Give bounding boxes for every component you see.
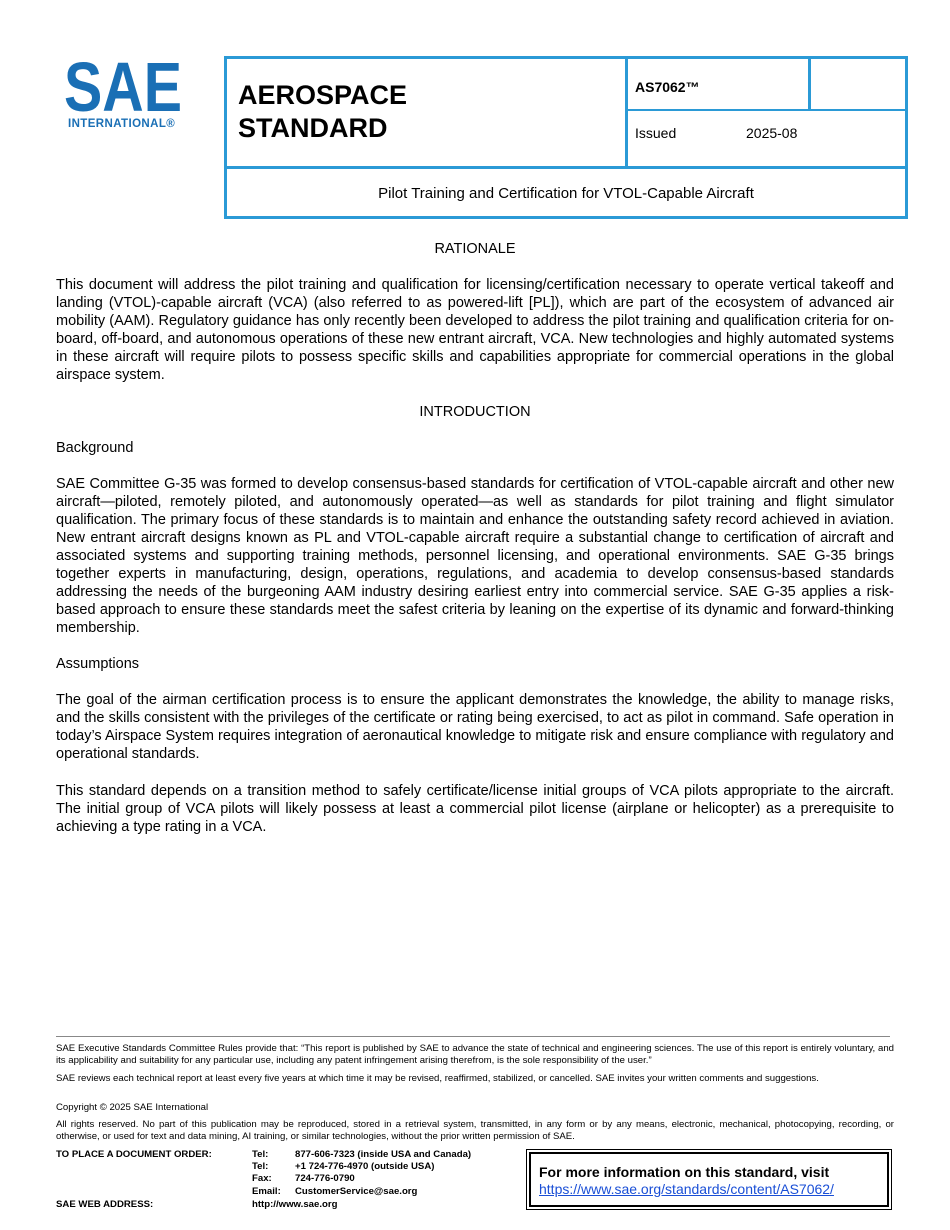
more-info-box	[526, 1149, 892, 1210]
rationale-heading: RATIONALE	[434, 241, 516, 257]
issued-date: 2025-08	[746, 125, 798, 141]
document-header	[224, 56, 908, 219]
more-info-title: For more information on this standard, visit	[539, 1164, 830, 1180]
contact-email-line: Email: CustomerService@sae.org	[252, 1186, 418, 1197]
footer-rule	[56, 1036, 890, 1037]
footer-review-note: SAE reviews each technical report at least every five years at which time it may be revised, reaffirmed, stabilized, or cancelled. SAE invites your written comments and suggestions.	[56, 1073, 819, 1084]
web-address-label: SAE WEB ADDRESS:	[56, 1199, 154, 1210]
header-divider	[808, 59, 811, 109]
contact-line: Tel: +1 724-776-4970 (outside USA)	[252, 1161, 435, 1172]
web-address-link[interactable]: http://www.sae.org	[252, 1199, 338, 1210]
contact-line: Tel: 877-606-7323 (inside USA and Canada)	[252, 1149, 472, 1160]
standard-url-link[interactable]: https://www.sae.org/standards/content/AS7062/	[539, 1181, 834, 1197]
header-divider	[227, 166, 905, 169]
rationale-text: This document will address the pilot training and qualification for licensing/certification necessary to operate vertical takeoff and landing (VTOL)-capable aircraft (VCA) (also referred to as powered-lift [PL]), which are part of the ecosystem of advanced air mobility (AAM). Regulatory guidance has only recently been developed to address the pilot training and qualification criteria for on-board, off-board, and autonomous operations of these new entrant aircraft, VCA. New technologies and highly automated systems in these aircraft will require pilots to possess specific skills and capabilities appropriate for commercial operations in the global airspace system.	[56, 277, 894, 383]
background-text: SAE Committee G-35 was formed to develop consensus-based standards for certification of VTOL-capable aircraft and other new aircraft—piloted, remotely piloted, and autonomously operated—as well as standards for pilot training and flight simulator qualification. The primary focus of these standards is to maintain and enhance the outstanding safety record achieved in aviation. New entrant aircraft designs known as PL and VTOL-capable aircraft require a substantial change to certification of aircraft and associated systems and supporting training methods, personnel licensing, and operational environments. SAE G-35 brings together experts in manufacturing, design, operations, regulations, and academia to develop consensus-based standards addressing the needs of the burgeoning AAM industry desiring earliest entry into commercial service. SAE G-35 applies a risk-based approach to ensure these standards meet the safest criteria by leaning on the expertise of its dynamic and forward-thinking membership.	[56, 476, 894, 636]
assumptions-paragraph: This standard depends on a transition method to safely certificate/license initial groups of VCA pilots appropriate to the aircraft. The initial group of VCA pilots will likely possess at least a commercial pilot license (airplane or helicopter) as a prerequisite to achieving a type rating in a VCA.	[56, 783, 894, 835]
assumptions-paragraph: The goal of the airman certification process is to ensure the applicant demonstrates the knowledge, the ability to manage risks, and the skills consistent with the privileges of the certificate or rating being exercised, to act as pilot in command. Safe operation in today’s Airspace System requires integration of aeronautical knowledge to mitigate risk and ensure compliance with regulatory and operational standards.	[56, 692, 894, 762]
contact-line: Fax: 724-776-0790	[252, 1173, 355, 1184]
background-heading: Background	[56, 440, 134, 456]
sae-logo-text: SAE	[64, 55, 182, 115]
footer-rules-note: SAE Executive Standards Committee Rules provide that: “This report is published by SAE to advance the state of technical and engineering sciences. The use of this report is entirely voluntary, and its applicability and suitability for any particular use, including any patent infringement arising therefrom, is the sole responsibility of the user.”	[56, 1043, 894, 1066]
document-title: Pilot Training and Certification for VTOL-Capable Aircraft	[378, 185, 754, 202]
assumptions-heading: Assumptions	[56, 656, 140, 672]
footer-rights-note: All rights reserved. No part of this publication may be reproduced, stored in a retrieval system, transmitted, in any form or by any means, electronic, mechanical, photocopying, recording, or otherwise, or used for text and data mining, AI training, or similar technologies, without the prior written permission of SAE.	[56, 1119, 894, 1142]
introduction-heading: INTRODUCTION	[419, 404, 531, 420]
header-divider	[625, 59, 628, 166]
sae-logo-mark	[64, 55, 184, 115]
issued-label: Issued	[635, 125, 677, 141]
footer-copyright: Copyright © 2025 SAE International	[56, 1102, 209, 1113]
header-divider	[625, 109, 908, 111]
document-type-title: AEROSPACE STANDARD	[238, 80, 408, 143]
order-label: TO PLACE A DOCUMENT ORDER:	[56, 1149, 212, 1160]
sae-logo	[64, 55, 194, 135]
document-number: AS7062™	[635, 79, 700, 95]
sae-logo-subtext: INTERNATIONAL®	[68, 118, 176, 130]
